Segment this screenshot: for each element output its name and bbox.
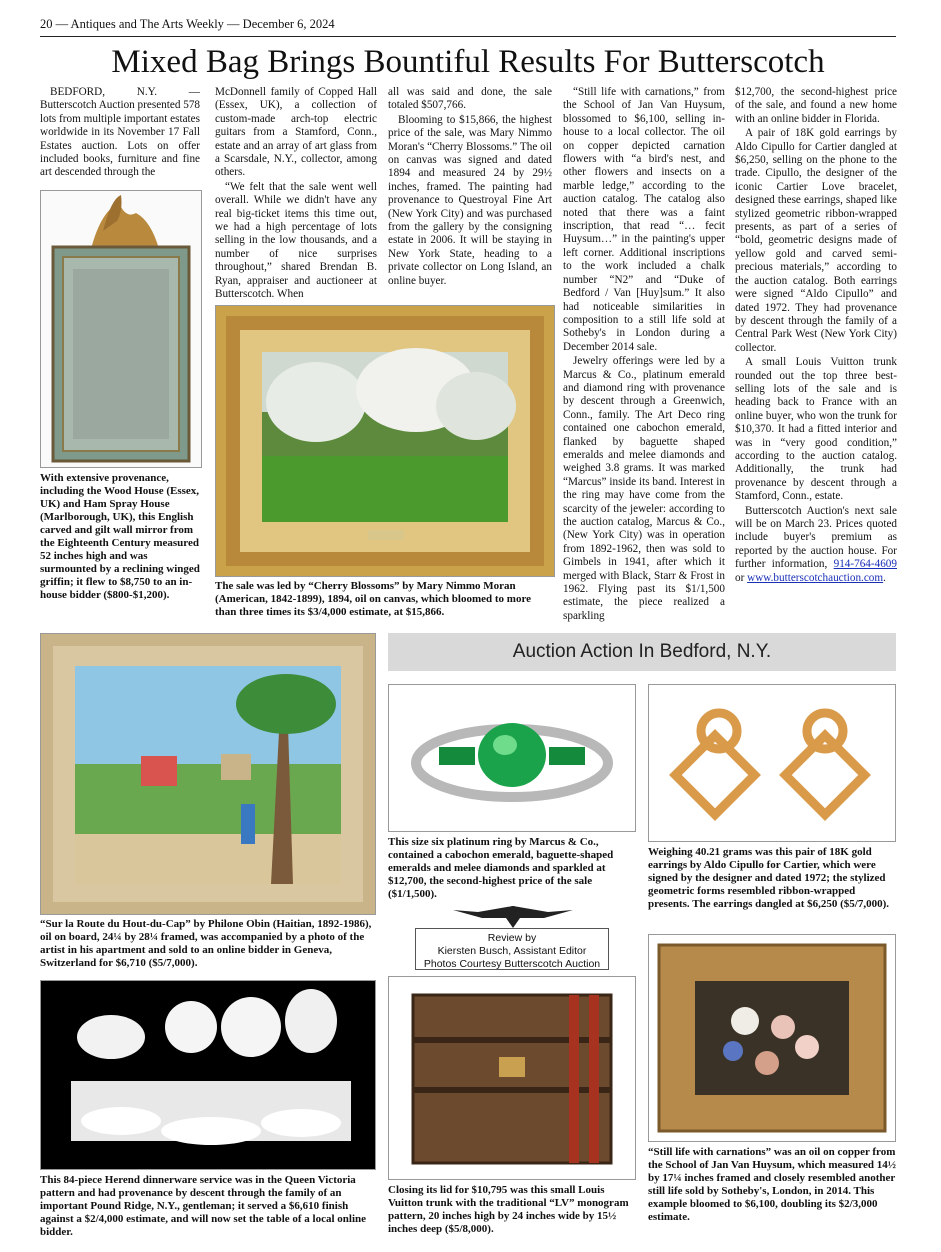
eagle-icon xyxy=(448,900,578,930)
page-header: 20 — Antiques and The Arts Weekly — December 6, 2024 xyxy=(40,14,896,37)
cherry-blossoms-caption: The sale was led by “Cherry Blossoms” by Mary Nimmo Moran (American, 1842-1899), 1894, oil on canvas, which bloomed to more than three times its $3/4,000 estimate, at $15,866. xyxy=(215,580,532,618)
column-3-text xyxy=(388,86,552,288)
closing-paragraph xyxy=(735,505,897,585)
closing-text: Butterscotch Auction's next sale will be on March 23. Prices quoted include buyer's premium as reported by the auction house. For further information, xyxy=(735,504,897,571)
paragraph: Blooming to $15,866, the highest price of the sale, was Mary Nimmo Moran's “Cherry Blossoms.” The oil on canvas was signed and dated 1894 and measured 24 by 29½ inches, framed. The painting had provenance to Questroyal Fine Art (New York City) and was purchased from the gallery by the consigning estate in 2006. It will be staying in New York State, heading to a private collector on Long Island, an online buyer. xyxy=(388,113,552,287)
paragraph: Jewelry offerings were led by a Marcus & Co., platinum emerald and diamond ring with provenance by descent through a Greenwich, Conn., family. The Art Deco ring contained one cabochon emerald, flanked by baguette shaped emeralds and melee diamonds and weighed 3.8 grams. It was marked “Marcus” inside its band. Interest in the ring may have come from the scarcity of the jeweler: according to the auction catalog, Marcus & Co., (New York City) was in operation from 1892-1962, then was sold to Gimbels in 1941, after which it merged with Black, Starr & Frost in 1962. Flying past its $1/1,500 estimate, the piece realized a sparkling xyxy=(563,355,725,622)
ring-photo xyxy=(388,684,636,832)
earrings-image xyxy=(649,685,895,841)
herend-caption: This 84-piece Herend dinnerware service was in the Queen Victoria pattern and had provenance by descent through the family of an important Pound Ridge, N.Y., gentleman; it served a $6,610 finish against a $2/4,000 estimate, and will now set the table of a local online bidder. xyxy=(40,1174,367,1238)
paragraph: all was said and done, the sale totaled $507,766. xyxy=(388,86,552,112)
photo-credit: Photos Courtesy Butterscotch Auction xyxy=(423,958,601,970)
paragraph: BEDFORD, N.Y. — Butterscotch Auction presented 578 lots from multiple important estates worldwide in its November 17 Fall Estates auction. Lots on offer included books, furniture and fine art descended through the xyxy=(40,86,201,179)
paragraph: McDonnell family of Copped Hall (Essex, UK), a collection of custom-made arch-top electric guitars from a Stamford, Conn., estate and an array of art glass from a Scarsdale, N.Y., collector, among others. xyxy=(215,86,377,179)
obin-painting-photo xyxy=(40,633,376,915)
column-4-text xyxy=(563,86,725,623)
paragraph: $12,700, the second-highest price of the sale, and found a new home with an online bidder in Florida. xyxy=(735,86,897,125)
ring-image xyxy=(389,685,635,831)
column-2-text xyxy=(215,86,377,302)
paragraph: A pair of 18K gold earrings by Aldo Cipullo for Cartier dangled at $6,250, selling on the phone to the trade. Cipullo, the designer of the iconic Cartier Love bracelet, designed these earrings, shaped like stylized geometric ribbon-wrapped presents, as part of a series of “bold, geometric designs made of yellow gold and carved semi-precious materials,” according to the auction catalog. Both earrings were signed “Aldo Cipullo” and dated 1972. They had provenance by descent through the family of a Central Park West (New York City) collector. xyxy=(735,127,897,354)
still-life-image xyxy=(649,935,895,1141)
section-banner: Auction Action In Bedford, N.Y. xyxy=(388,633,896,671)
article-headline: Mixed Bag Brings Bountiful Results For Butterscotch xyxy=(111,44,825,80)
trunk-caption: Closing its lid for $10,795 was this small Louis Vuitton trunk with the traditional “LV” monogram pattern, 20 inches high by 24 inches wide by 15½ inches deep ($5/8,000). xyxy=(388,1184,629,1235)
eagle-ornament xyxy=(448,900,578,930)
mirror-photo xyxy=(40,190,202,468)
cherry-blossoms-image xyxy=(216,306,554,576)
mirror-image xyxy=(41,191,201,467)
obin-painting-caption: “Sur la Route du Hout-du-Cap” by Philone Obin (Haitian, 1892-1986), oil on board, 24¼ by 28¼ framed, was accompanied by a photo of the artist in his apartment and sold to an online bidder in Geneva, Switzerland for $6,710 ($5/7,000). xyxy=(40,918,372,969)
earrings-photo xyxy=(648,684,896,842)
or-text: or xyxy=(735,571,748,584)
cherry-blossoms-photo xyxy=(215,305,555,577)
obin-painting-image xyxy=(41,634,375,914)
column-5-text xyxy=(735,86,897,585)
website-link[interactable]: www.butterscotchauction.com xyxy=(747,571,884,584)
end-text: . xyxy=(883,571,886,584)
review-author: Kiersten Busch, Assistant Editor xyxy=(437,945,587,957)
still-life-caption: “Still life with carnations” was an oil on copper from the School of Jan Van Huysum, which measured 14½ by 17¼ inches framed and closely resembled another still life sold by Sotheby's, London, in 2014. This example bloomed to $6,100, doubling its $2/3,000 estimate. xyxy=(648,1146,896,1223)
trunk-photo xyxy=(388,976,636,1180)
herend-photo xyxy=(40,980,376,1170)
paragraph: “Still life with carnations,” from the School of Jan Van Huysum, blossomed to $6,100, selling in-house to a local collector. The oil on copper depicted carnation flowers with “a bird's nest, and other flowers and insects on a marble ledge,” according to the auction catalog. The catalog also noted that there was a faint inscription, that read “… fecit Huysum…” in the painting's upper left corner. Additional inscriptions to the work included a chalk number “N2” and “Duke of Bedford / Van [Huy]sum.” It also had noticeable similarities in composition to a still life sold at Sotheby's in London during a December 2014 sale. xyxy=(563,86,725,353)
still-life-photo xyxy=(648,934,896,1142)
paragraph: A small Louis Vuitton trunk rounded out the top three best-selling lots of the sale and is heading back to France with an online buyer, who won the trunk for $10,370. It had a fitted interior and was in “very good condition,” according to the auction catalog. Additionally, the trunk had provenance by descent through a Stamford, Conn., estate. xyxy=(735,356,897,503)
ring-caption: This size six platinum ring by Marcus & Co., contained a cabochon emerald, baguette-shaped emeralds and melee diamonds and sparkled at $12,700, the second-highest price of the sale ($1/1,500). xyxy=(388,836,614,900)
herend-image xyxy=(41,981,375,1169)
paragraph: “We felt that the sale went well overall. While we didn't have any real big-ticket items this time out, we had a high percentage of lots selling in the low thousands, and a number of nice surprises throughout,” shared Brendan B. Ryan, appraiser and auctioneer at Butterscotch. When xyxy=(215,180,377,301)
trunk-image xyxy=(389,977,635,1179)
phone-link[interactable]: 914-764-4609 xyxy=(833,558,897,571)
review-by: Review by xyxy=(487,932,537,944)
mirror-caption: With extensive provenance, including the Wood House (Essex, UK) and Ham Spray House (Marlborough, UK), this English carved and gilt wall mirror from the Eighteenth Century measured 52 inches high and was surmounted by a reclining winged griffin; it flew to $8,750 to an in-house bidder ($800-$1,200). xyxy=(40,472,200,601)
review-credit-box xyxy=(415,928,609,970)
earrings-caption: Weighing 40.21 grams was this pair of 18K gold earrings by Aldo Cipullo for Cartier, which were signed by the designer and dated 1972; the stylized geometric forms resembled ribbon-wrapped presents. The earrings dangled at $6,250 ($5/7,000). xyxy=(648,846,889,910)
column-1-text xyxy=(40,86,200,180)
